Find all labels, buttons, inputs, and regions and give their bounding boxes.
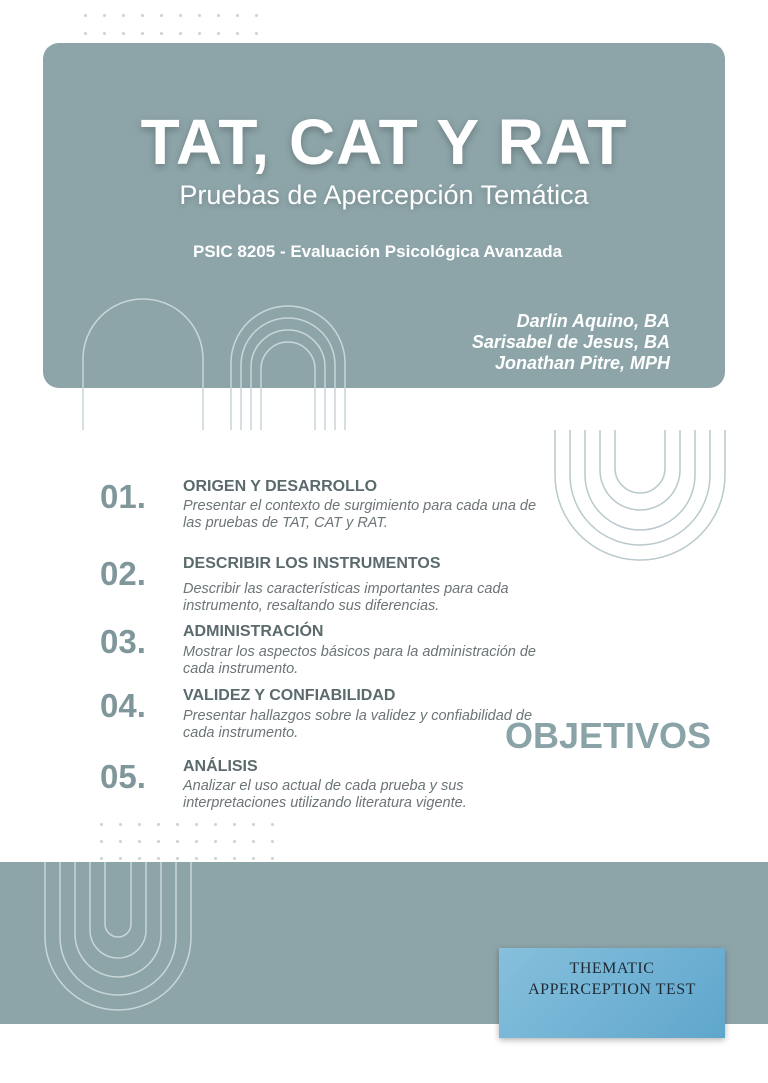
dot	[138, 823, 141, 826]
dot	[271, 840, 274, 843]
objective-number: 02.	[100, 555, 146, 592]
objective-description: Analizar el uso actual de cada prueba y sus interpretaciones utilizando literatura vigente.	[183, 778, 467, 811]
objective-item	[100, 687, 560, 745]
book-cover	[499, 948, 725, 1038]
dot	[103, 32, 106, 35]
dot	[195, 857, 198, 860]
dot	[100, 840, 103, 843]
dot	[119, 840, 122, 843]
objectives-heading: OBJETIVOS	[505, 715, 712, 756]
objective-number: 01.	[100, 478, 146, 515]
dot	[252, 857, 255, 860]
author-name: Sarisabel de Jesus, BA	[471, 332, 670, 352]
dot	[157, 823, 160, 826]
author-name: Jonathan Pitre, MPH	[494, 353, 670, 373]
objective-title: ANÁLISIS	[183, 758, 258, 775]
objective-title: DESCRIBIR LOS INSTRUMENTOS	[183, 555, 441, 572]
dot	[217, 14, 220, 17]
dot	[198, 14, 201, 17]
course-code: PSIC 8205 - Evaluación Psicológica Avanzada	[193, 242, 563, 261]
dot	[84, 14, 87, 17]
dot	[233, 823, 236, 826]
dot	[255, 32, 258, 35]
dot	[100, 857, 103, 860]
author-name: Darlin Aquino, BA	[516, 311, 670, 331]
objective-item	[100, 758, 560, 816]
objective-title: VALIDEZ Y CONFIABILIDAD	[183, 687, 396, 704]
dot	[214, 857, 217, 860]
dot	[176, 857, 179, 860]
dot	[141, 14, 144, 17]
dot	[233, 840, 236, 843]
objective-description: Presentar hallazgos sobre la validez y confiabilidad de cada instrumento.	[183, 708, 533, 741]
objective-number: 03.	[100, 623, 146, 660]
objective-item	[100, 623, 560, 681]
dot	[179, 32, 182, 35]
dot	[119, 857, 122, 860]
dot	[160, 32, 163, 35]
arch-decoration-below-hero	[43, 388, 443, 438]
objective-description: Presentar el contexto de surgimiento para cada una de las pruebas de TAT, CAT y RAT.	[183, 498, 537, 531]
objective-title: ORIGEN Y DESARROLLO	[183, 478, 378, 495]
dot	[103, 14, 106, 17]
dot	[255, 14, 258, 17]
hero-card	[43, 43, 725, 388]
objective-title: ADMINISTRACIÓN	[183, 623, 324, 640]
dot	[271, 823, 274, 826]
dot	[141, 32, 144, 35]
dot	[157, 857, 160, 860]
dot	[233, 857, 236, 860]
dot	[217, 32, 220, 35]
dot	[179, 14, 182, 17]
dot	[100, 823, 103, 826]
objective-number: 04.	[100, 687, 146, 724]
dot	[176, 840, 179, 843]
dot-pattern-bottom	[100, 823, 280, 863]
objective-item	[100, 555, 560, 617]
dot	[160, 14, 163, 17]
dot	[122, 14, 125, 17]
dot	[236, 32, 239, 35]
objective-description: Describir las características importantes para cada instrumento, resaltando sus diferencias.	[183, 581, 509, 614]
dot	[236, 14, 239, 17]
dot	[271, 857, 274, 860]
main-title: TAT, CAT Y RAT	[140, 106, 628, 178]
dot	[176, 823, 179, 826]
dot	[119, 823, 122, 826]
dot	[195, 823, 198, 826]
objective-description: Mostrar los aspectos básicos para la administración de cada instrumento.	[183, 644, 536, 677]
dot	[198, 32, 201, 35]
dot	[214, 823, 217, 826]
u-decoration-bottom	[43, 862, 193, 1024]
authors	[472, 311, 670, 374]
dot	[252, 823, 255, 826]
objective-number: 05.	[100, 758, 146, 795]
dot	[122, 32, 125, 35]
dot	[195, 840, 198, 843]
u-decoration-right	[550, 430, 730, 570]
dot	[84, 32, 87, 35]
dot	[214, 840, 217, 843]
dot	[138, 840, 141, 843]
dot	[252, 840, 255, 843]
dot	[157, 840, 160, 843]
subtitle: Pruebas de Apercepción Temática	[179, 180, 589, 210]
objective-item	[100, 478, 560, 538]
partial-title-text: TAT	[205, 1015, 343, 1082]
bottom-band	[0, 862, 768, 1082]
book-title-line: APPERCEPTION TEST	[528, 981, 696, 998]
dot	[138, 857, 141, 860]
book-title-line: THEMATIC	[569, 960, 655, 977]
